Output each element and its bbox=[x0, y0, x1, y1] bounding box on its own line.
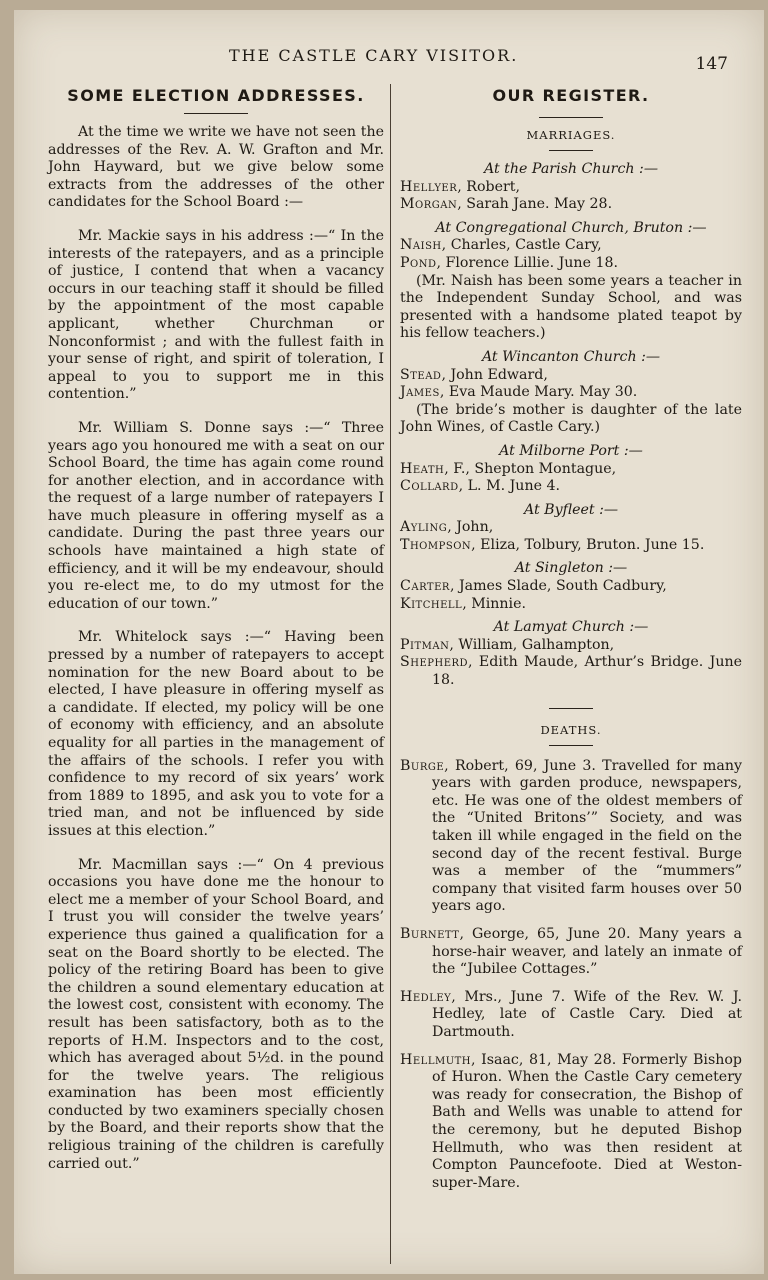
death-entry: Hedley, Mrs., June 7. Wife of the Rev. W. J. Hedley, late of Castle Cary. Died at Dartmouth. bbox=[400, 988, 742, 1040]
journal-title: THE CASTLE CARY VISITOR. bbox=[229, 46, 519, 65]
marriage-place: At Milborne Port :— bbox=[499, 442, 643, 459]
article-paragraph: Mr. Mackie says in his address :—“ In the interests of the ratepayers, and as a principle of justice, I contend that when a vacancy occurs in our teaching staff it should be filled by the appointment of the most capable applicant, whether Churchman or Nonconformist ; and with the fullest faith in your sense of right, and spirit of toleration, I appeal to you to support me in this contention.” bbox=[48, 227, 384, 403]
election-heading: SOME ELECTION ADDRESSES. bbox=[67, 86, 365, 105]
deaths-subheading: DEATHS. bbox=[540, 722, 602, 737]
marriage-place: At the Parish Church :— bbox=[483, 161, 659, 177]
marriages-subheading: MARRIAGES. bbox=[526, 128, 616, 142]
article-paragraph: Mr. Macmillan says :—“ On 4 previous occasions you have done me the honour to elect me a member of your School Board, and I trust you will consider the twelve years’ experience thus gained a qualification for a seat on the Board shortly to be elected. The policy of the retiring Board has been to give the children a sound elementary education at the lowest cost, consistent with economy. The result has been satisfactory, both as to the reports of H.M. Inspectors and to the cost, which has averaged about 5½d. in the pound for the twelve years. The religious examination has been most efficiently conducted by two examiners specially chosen by the Board, and their reports show that the religious training of the children is carefully carried out.” bbox=[48, 856, 384, 1172]
marriage-line: Ayling, John, bbox=[400, 519, 494, 536]
marriage-entry bbox=[400, 619, 742, 689]
marriage-place: At Lamyat Church :— bbox=[493, 619, 649, 636]
article-paragraph: At the time we write we have not seen the addresses of the Rev. A. W. Grafton and Mr. John Hayward, but we give below some extracts from the addresses of the other candidates for the School Board :— bbox=[48, 124, 384, 211]
subheading-rule bbox=[549, 745, 593, 746]
running-header bbox=[14, 40, 764, 72]
marriage-line: Morgan, Sarah Jane. May 28. bbox=[400, 196, 613, 213]
marriage-line: Naish, Charles, Castle Cary, bbox=[400, 237, 602, 254]
marriage-line: Collard, L. M. June 4. bbox=[400, 478, 561, 495]
article-paragraph: Mr. William S. Donne says :—“ Three years ago you honoured me with a seat on our School Board, the time has again come round for another election, and in accordance with the request of a large number of ratepayers I have much pleasure in offering myself as a candidate. During the past three years our schools have maintained a high state of efficiency, and it will be my endeavour, should you re-elect me, to do my utmost for the education of our town.” bbox=[48, 419, 384, 612]
column-divider bbox=[390, 84, 391, 1264]
subheading-rule bbox=[549, 150, 593, 151]
marriage-entry bbox=[400, 443, 742, 496]
marriage-line: Carter, James Slade, South Cadbury, bbox=[400, 578, 667, 595]
marriage-entry bbox=[400, 220, 742, 343]
marriage-entry bbox=[400, 560, 742, 613]
marriage-line: Pond, Florence Lillie. June 18. bbox=[400, 254, 619, 271]
marriage-place: At Wincanton Church :— bbox=[481, 348, 661, 365]
heading-rule bbox=[184, 113, 248, 114]
death-entry: Burge, Robert, 69, June 3. Travelled for many years with garden produce, newspapers, etc. He was one of the oldest members of the “United Britons’” Society, and was taken ill while engaged in the field on the second day of the recent festival. Burge was a member of the “mummers” company that visited farm houses over 50 years ago. bbox=[400, 757, 742, 915]
marriage-place: At Byfleet :— bbox=[523, 501, 619, 518]
marriage-line: Kitchell, Minnie. bbox=[400, 595, 526, 612]
marriage-line: Heath, F., Shepton Montague, bbox=[400, 460, 617, 477]
marriage-line: Stead, John Edward, bbox=[400, 366, 548, 383]
marriage-line: James, Eva Maude Mary. May 30. bbox=[400, 384, 638, 401]
section-rule bbox=[549, 708, 593, 709]
death-entry: Hellmuth, Isaac, 81, May 28. Formerly Bishop of Huron. When the Castle Cary cemetery was ready for consecration, the Bishop of Bath and Wells was unable to attend for the ceremony, but he deputed Bishop Hellmuth, who was then resident at Compton Pauncefoote. Died at Weston-super-Mare. bbox=[400, 1051, 742, 1191]
marriage-note: (The bride’s mother is daughter of the late John Wines, of Castle Cary.) bbox=[400, 401, 742, 436]
heading-rule bbox=[539, 117, 603, 118]
death-entry: Burnett, George, 65, June 20. Many years a horse-hair weaver, and lately an inmate of the “Jubilee Cottages.” bbox=[400, 925, 742, 978]
marriage-note: (Mr. Naish has been some years a teacher in the Independent Sunday School, and was presented with a handsome plated teapot by his fellow teachers.) bbox=[400, 272, 742, 342]
marriage-place: At Singleton :— bbox=[514, 560, 628, 577]
page bbox=[14, 10, 764, 1274]
marriage-entry bbox=[400, 502, 742, 555]
marriage-line: Hellyer, Robert, bbox=[400, 178, 520, 195]
marriage-line: Thompson, Eliza, Tolbury, Bruton. June 15. bbox=[400, 536, 705, 553]
marriage-entry bbox=[400, 349, 742, 437]
left-column bbox=[48, 86, 384, 1173]
marriage-place: At Congregational Church, Bruton :— bbox=[435, 219, 707, 236]
register-heading: OUR REGISTER. bbox=[492, 86, 650, 105]
marriage-entry bbox=[400, 161, 742, 214]
marriage-line: Shepherd, Edith Maude, Arthur’s Bridge. June 18. bbox=[400, 654, 742, 689]
article-paragraph: Mr. Whitelock says :—“ Having been pressed by a number of ratepayers to accept nomination for the new Board about to be elected, I have pleasure in offering myself as a candidate. If elected, my policy will be one of economy with efficiency, and an absolute equality for all parties in the management of the affairs of the schools. I refer you with confidence to my record of six years’ work from 1889 to 1895, and ask you to vote for a tried man, and not be influenced by side issues at this election.” bbox=[48, 629, 384, 839]
page-number: 147 bbox=[695, 54, 728, 74]
marriage-line: Pitman, William, Galhampton, bbox=[400, 636, 615, 653]
right-column bbox=[400, 86, 742, 1192]
